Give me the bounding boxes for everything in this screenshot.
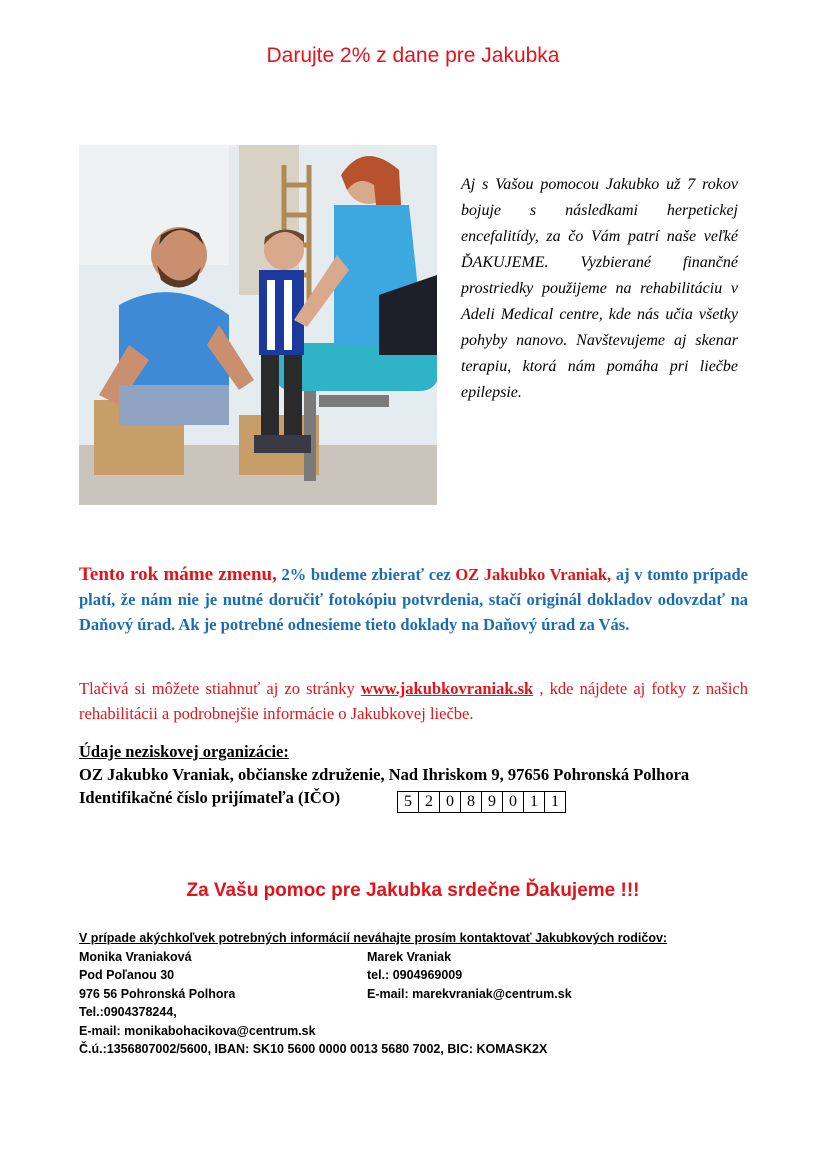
contact-cell: E-mail: marekvraniak@centrum.sk: [367, 986, 572, 1001]
ico-digit: 1: [524, 792, 545, 813]
contact-row: [79, 1003, 748, 1022]
contact-cell: Pod Poľanou 30: [79, 968, 175, 982]
therapy-photo-illustration: [79, 145, 437, 505]
change-lead: Tento rok máme zmenu,: [79, 564, 277, 585]
page-title: Darujte 2% z dane pre Jakubka: [266, 44, 560, 67]
contact-row: [79, 1040, 748, 1059]
contact-cell: Monika Vraniaková: [79, 949, 192, 964]
download-before: Tlačivá si môžete stiahnuť aj zo stránky: [79, 679, 361, 698]
contact-row: [79, 966, 748, 985]
contact-block: [79, 929, 748, 1059]
org-heading: Údaje neziskovej organizácie:: [79, 742, 289, 761]
contact-cell: E-mail: monikabohacikova@centrum.sk: [79, 1023, 316, 1038]
ico-row: [79, 786, 748, 812]
website-link[interactable]: www.jakubkovraniak.sk: [360, 679, 534, 698]
org-address: OZ Jakubko Vraniak, občianske združenie, Nad Ihriskom 9, 97656 Pohronská Polhora: [79, 765, 690, 784]
therapy-photo: [79, 145, 437, 505]
ico-digit: 0: [503, 792, 524, 813]
download-after: , kde nájdete aj fotky z našich rehabilitácii a podrobnejšie informácie o Jakubkovej liečbe.: [79, 679, 748, 723]
contact-cell: Č.ú.:1356807002/5600, IBAN: SK10 5600 0000 0013 5680 7002, BIC: KOMASK2X: [79, 1042, 548, 1056]
download-notice: [79, 676, 748, 726]
ico-digit: 9: [482, 792, 503, 813]
ico-digit: 2: [419, 792, 440, 813]
ico-label: Identifikačné číslo prijímateľa (IČO): [79, 788, 341, 807]
org-info: [79, 740, 748, 812]
contact-row: [79, 1022, 748, 1041]
contact-cell: tel.: 0904969009: [367, 968, 463, 982]
ico-digit: 1: [545, 792, 566, 813]
contact-row: [79, 948, 748, 967]
contact-cell: 976 56 Pohronská Polhora: [79, 986, 236, 1001]
ico-digit: 0: [440, 792, 461, 813]
contact-cell: Marek Vraniak: [367, 949, 452, 964]
ico-digits: [397, 791, 566, 813]
contact-row: [79, 985, 748, 1004]
ico-digit: 5: [398, 792, 419, 813]
contact-cell: Tel.:0904378244,: [79, 1005, 177, 1019]
change-part1: 2% budeme zbierať cez: [276, 565, 456, 584]
thanks-heading: Za Vašu pomoc pre Jakubka srdečne Ďakujeme !!!: [186, 880, 640, 901]
intro-text: Aj s Vašou pomocou Jakubko už 7 rokov bojuje s následkami herpetickej encefalitídy, za čo Vám patrí naše veľké ĎAKUJEME. Vyzbierané finančné prostriedky použijeme na rehabilitáciu v Adeli Medical centre, kde nás učia všetky pohyby nanovo. Navštevujeme aj skenar terapiu, ktorá nám pomáha pri liečbe epilepsie.: [461, 176, 738, 401]
change-notice: [79, 562, 748, 637]
ico-digit: 8: [461, 792, 482, 813]
contact-heading: V prípade akýchkoľvek potrebných informácií neváhajte prosím kontaktovať Jakubkových rodičov:: [79, 931, 668, 945]
change-org: OZ Jakubko Vraniak,: [455, 565, 612, 584]
change-part2: aj v tomto prípade platí, že nám nie je nutné doručiť fotokópiu potvrdenia, stačí originál dokladov odovzdať na Daňový úrad. Ak je potrebné odnesieme tieto doklady na Daňový úrad za Vás.: [79, 565, 748, 634]
